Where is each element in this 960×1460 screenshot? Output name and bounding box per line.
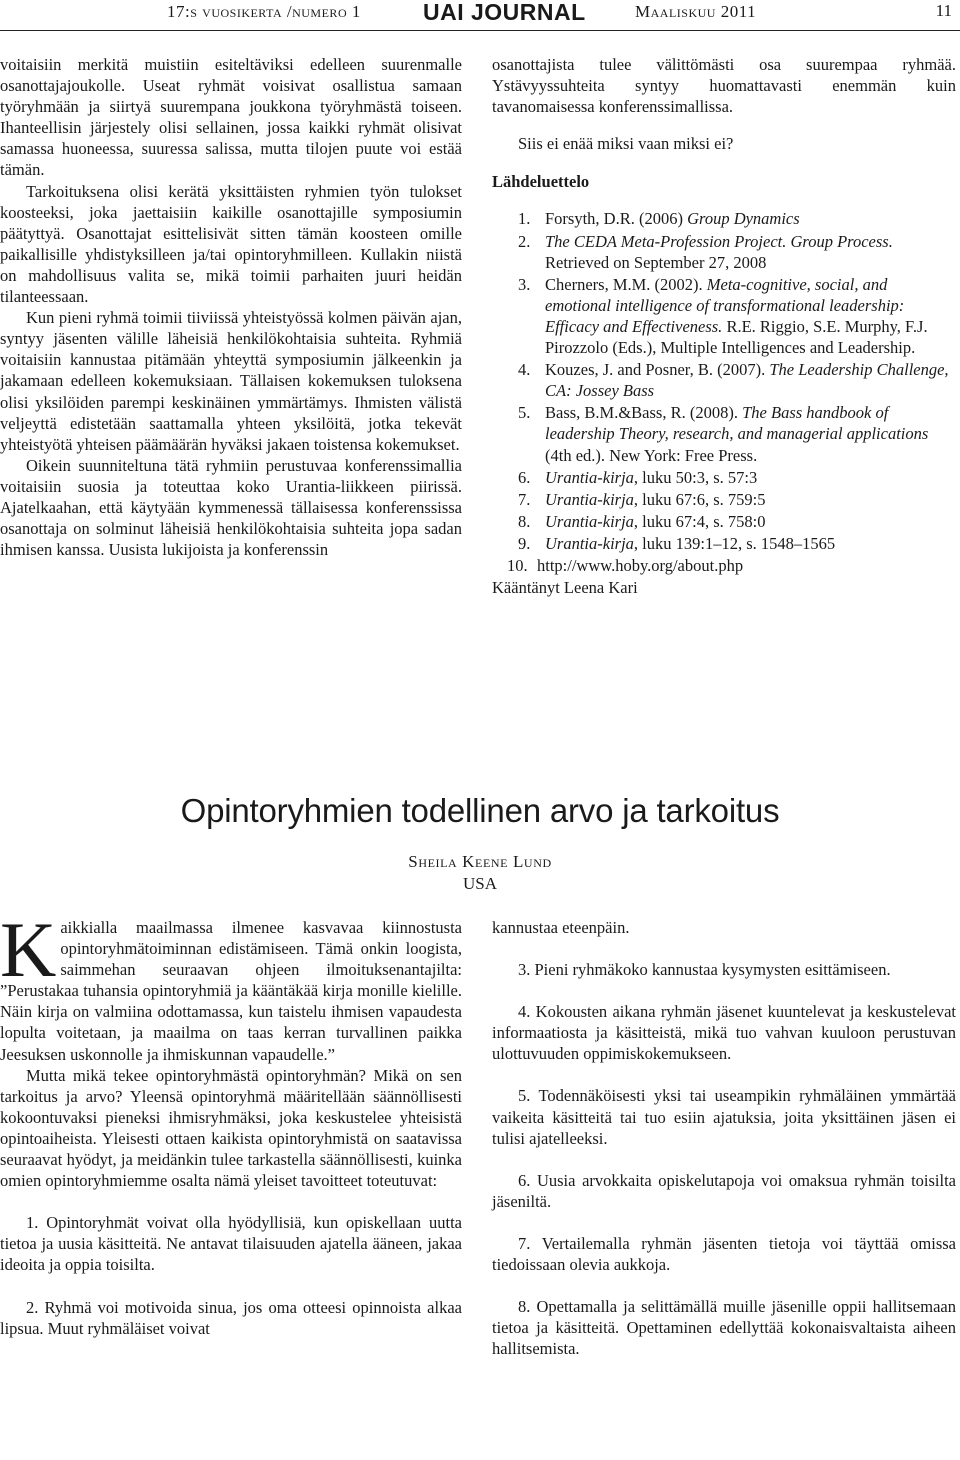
paragraph: Mutta mikä tekee opintoryhmästä opintoryhmän? Mikä on sen tarkoitus ja arvo? Yleensä opintoryhmä määritellään säännöllisesti kokoontuvaksi pieneksi ihmisryhmäksi, joka keskustelee yhteisistä opintoaiheista. Yleisesti ottaen kaikista opintoryhmistä on saatavissa seuraavat hyödyt, ja meidänkin tulee tarkastella säännöllisesti, kuinka omien opintoryhmiemme osalta nämä yleiset tavoitteet toteutuvat: — [0, 1065, 462, 1191]
reference-italic-title: Urantia-kirja — [545, 511, 634, 531]
reference-details: (4th ed.). New York: Free Press. — [545, 445, 758, 465]
reference-item — [492, 555, 956, 576]
reference-text — [545, 402, 956, 465]
reference-details: Retrieved on September 27, 2008 — [545, 252, 767, 272]
reference-italic-title: The Bass handbook of leadership Theory, research, and managerial applications — [545, 403, 929, 444]
list-item: 1. Opintoryhmät voivat olla hyödyllisiä, kun opiskellaan uutta tietoa ja uusia käsitteitä. Ne antavat tilaisuuden ajatella ääneen, jakaa ideoita ja oppia toisilta. — [0, 1213, 462, 1275]
paragraph-text: aikkialla maailmassa ilmenee kasvavaa kiinnostusta opintoryhmätoiminnan edistämiseen. Tämä onkin loogista, saimmehan seuraavan ohjeen ilmoituksenantajilta: ”Perustakaa tuhansia opintoryhmiä ja kääntäkää kirja monille kielille. Näin kirja on valmiina odottamassa, kun taistelu ihmisen vapaudesta lopulta voitetaan, ja maailma on taas kerran turvallinen paikka Jeesuksen uskonnolle ja ihmiskunnan vapaudelle.” — [0, 918, 462, 1064]
reference-number: 3. — [518, 274, 531, 294]
journal-name: UAI JOURNAL — [423, 0, 586, 25]
reference-details: R.E. Riggio, S.E. Murphy, F.J. Pirozzolo (Eds.), Multiple Intelligences and Leadership. — [545, 316, 928, 358]
reference-item — [492, 511, 956, 532]
reference-item — [492, 208, 956, 229]
reference-text[interactable] — [537, 555, 956, 576]
issue-date: Maaliskuu 2011 — [635, 2, 757, 21]
references-list — [492, 208, 956, 576]
reference-number: 9. — [518, 533, 531, 553]
paragraph: Tarkoituksena olisi kerätä yksittäisten ryhmien työn tulokset koosteeksi, joka jaettaisiin kaikille osanottajille symposiumin päätyttyä. Osanottajat esittelisivät sitten tämän koosteen omille paikallisille yhdistyksilleen ja/tai opintoryhmilleen. Kullakin niistä on mahdollisuus valita se, mikä toimii parhaiten juuri heidän tilanteessaan. — [0, 181, 462, 307]
page-number: 11 — [935, 1, 952, 20]
reference-item — [492, 359, 956, 401]
continued-article-right-column — [492, 54, 956, 598]
reference-number: 5. — [518, 403, 531, 423]
reference-italic-title: The CEDA Meta-Profession Project. Group Process. — [545, 231, 893, 251]
references-heading: Lähdeluettelo — [492, 172, 590, 192]
drop-cap: K — [0, 906, 57, 993]
reference-plain: Bass, B.M.&Bass, R. (2008). — [545, 403, 743, 423]
page-header — [0, 0, 960, 30]
article-left-column — [0, 906, 462, 1339]
paragraph: Oikein suunniteltuna tätä ryhmiin perustuvaa konferenssimallia voitaisiin suosia ja toteuttaa koko Urantia-liikkeen piirissä. Ajatelkaahan, että käytyään kymmenessä tällaisessa konferenssissa osanottaja on solminut läheisiä henkilökohtaisia suhteita jopa sadan ihmisen kanssa. Uusista lukijoista ja konferenssin — [0, 455, 462, 560]
list-item: 3. Pieni ryhmäkoko kannustaa kysymysten esittämiseen. — [518, 960, 891, 980]
paragraph — [0, 906, 462, 1065]
reference-text — [545, 274, 956, 358]
reference-italic-title: The Leadership Challenge, CA: Jossey Bass — [545, 360, 949, 401]
reference-item — [492, 402, 956, 465]
paragraph: kannustaa eteenpäin. — [492, 918, 630, 937]
reference-plain: Cherners, M.M. (2002). — [545, 274, 707, 294]
author-country: USA — [462, 874, 497, 893]
reference-plain: http://www.hoby.org/about.php — [537, 555, 744, 575]
reference-italic-title: Meta-cognitive, social, and emotional intelligence of transformational leadership: Efficacy and Effectiveness. — [545, 274, 905, 336]
reference-item — [492, 231, 956, 273]
reference-italic-title: Group Dynamics — [687, 209, 800, 229]
reference-number: 4. — [518, 360, 531, 380]
reference-italic-title: Urantia-kirja — [545, 533, 634, 553]
reference-text — [545, 489, 956, 510]
list-item: 8. Opettamalla ja selittämällä muille jäsenille oppii hallitsemaan tietoa ja käsitteitä. Opettaminen edellyttää kokonaisvaltaista aiheen hallitsemista. — [492, 1297, 956, 1359]
reference-details: , luku 67:4, s. 758:0 — [633, 511, 766, 531]
reference-text — [545, 511, 956, 532]
reference-details: , luku 67:6, s. 759:5 — [633, 489, 766, 509]
reference-item — [492, 274, 956, 358]
reference-number: 8. — [518, 511, 531, 531]
continued-article-left-column — [0, 54, 462, 560]
reference-item — [492, 533, 956, 554]
reference-details: , luku 139:1–12, s. 1548–1565 — [633, 533, 836, 553]
reference-number: 6. — [518, 467, 531, 487]
reference-number: 2. — [518, 231, 531, 251]
header-divider — [0, 30, 960, 31]
reference-number: 1. — [518, 209, 531, 229]
reference-text — [545, 533, 956, 554]
list-item: 4. Kokousten aikana ryhmän jäsenet kuuntelevat ja keskustelevat informaatiosta ja käsitteistä, mikä tuo vahvan kuuloon perustuvan ulottuvuuden oppimiskokemukseen. — [492, 1002, 956, 1064]
reference-text — [545, 359, 956, 401]
paragraph: voitaisiin merkitä muistiin esiteltäviksi edelleen suurenmalle osanottajajoukolle. Useat ryhmät voisivat osallistua samaan työryhmään ja siirtyä suurempana joukkona työryhmästä toiseen. Ihanteellisin järjestely olisi sellainen, jossa kaikki ryhmät olisivat samassa huoneessa, suuressa salissa, mutta tilojen puute voi estää tämän. — [0, 55, 462, 180]
reference-item — [492, 489, 956, 510]
list-item: 5. Todennäköisesti yksi tai useampikin ryhmäläinen ymmärtää vaikeita käsitteitä tai tuo esiin ajatuksia, joita yksittäinen jäsen ei tulisi ajatelleeksi. — [492, 1086, 956, 1148]
reference-italic-title: Urantia-kirja — [545, 467, 634, 487]
reference-text — [545, 208, 956, 229]
paragraph: Siis ei enää miksi vaan miksi ei? — [518, 134, 734, 154]
reference-number: 7. — [518, 489, 531, 509]
reference-details: , luku 50:3, s. 57:3 — [633, 467, 758, 487]
reference-italic-title: Urantia-kirja — [545, 489, 634, 509]
list-item: 7. Vertailemalla ryhmän jäsenten tietoja voi täyttää omissa tiedoissaan olevia aukkoja. — [492, 1233, 956, 1275]
reference-text — [545, 231, 956, 273]
reference-plain: Forsyth, D.R. (2006) — [545, 209, 688, 229]
list-item: 2. Ryhmä voi motivoida sinua, jos oma otteesi opinnoista alkaa lipsua. Muut ryhmäläiset voivat — [0, 1297, 462, 1338]
article-right-column — [492, 917, 956, 1359]
reference-plain: Kouzes, J. and Posner, B. (2007). — [545, 360, 770, 380]
paragraph: Kun pieni ryhmä toimii tiiviissä yhteistyössä kolmen päivän ajan, syntyy jäsenten välille läheisiä henkilökohtaisia suhteita. Ryhmiä voitaisiin kannustaa pitämään yhteyttä symposiumin jälkeenkin ja jakamaan edelleen kokemuksiaan. Tällaisen kokemuksen tuloksena olisi yksilöiden parempi keskinäinen ymmärtämys. Ihmisten välistä veljeyttä edistetään saattamalla yhteen yksilöitä, jotka tekevät yhteistyötä yhteisen päämäärän hyväksi jakaen toistensa kokemukset. — [0, 308, 462, 454]
translator-credit: Kääntänyt Leena Kari — [492, 578, 638, 598]
reference-item — [492, 467, 956, 488]
article-title: Opintoryhmien todellinen arvo ja tarkoitus — [180, 792, 780, 829]
issue-label: 17:s vuosikerta /numero 1 — [167, 2, 361, 21]
article-author: Sheila Keene Lund — [408, 852, 552, 871]
reference-number: 10. — [507, 555, 528, 575]
paragraph: osanottajista tulee välittömästi osa suurempaa ryhmää. Ystävyyssuhteita syntyy huomattavasti enemmän kuin tavanomaisessa konferenssimallissa. — [492, 55, 956, 117]
reference-text — [545, 467, 956, 488]
list-item: 6. Uusia arvokkaita opiskelutapoja voi omaksua ryhmän toisilta jäseniltä. — [492, 1170, 956, 1211]
